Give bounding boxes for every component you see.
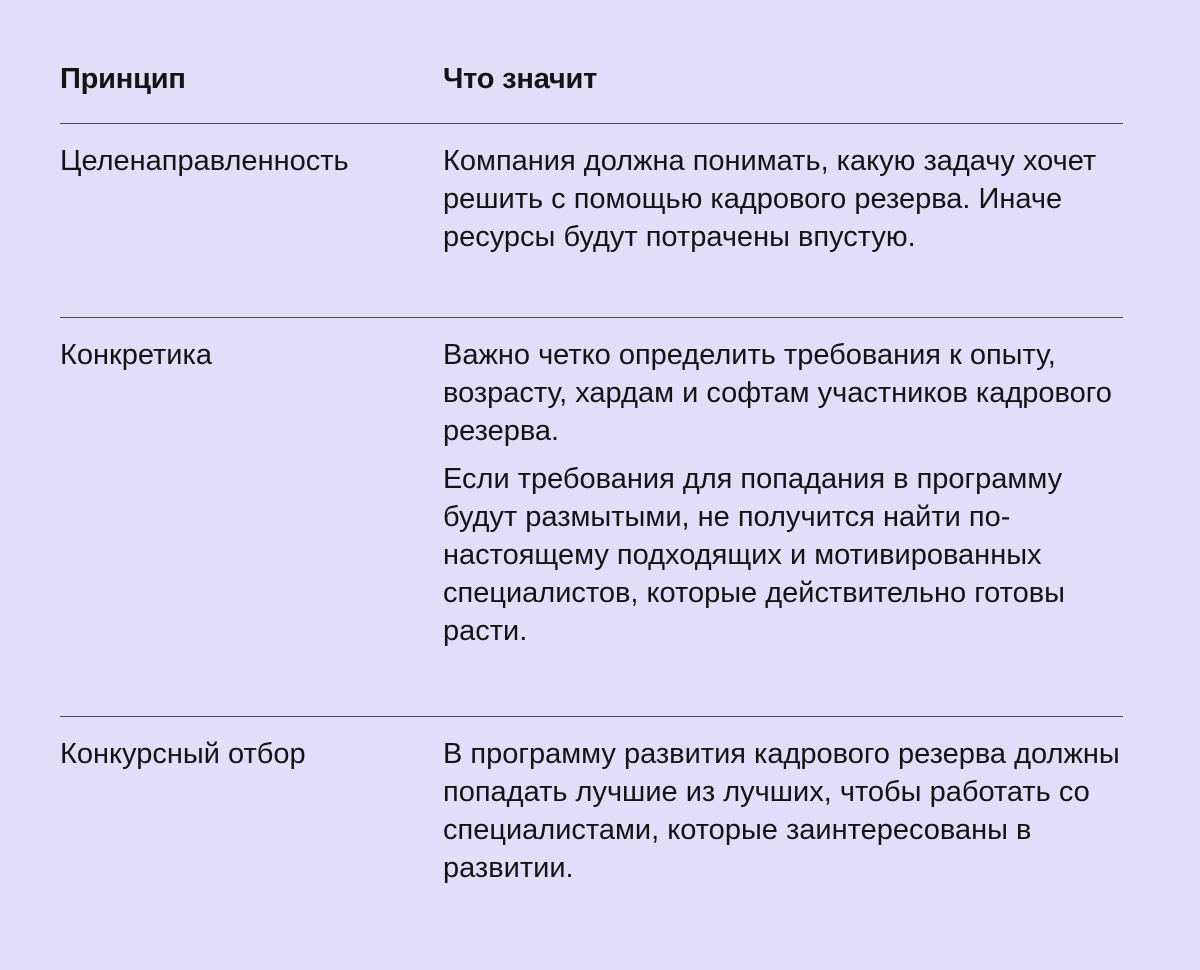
principles-table bbox=[60, 0, 1123, 917]
principle-cell: Конкурсный отбор bbox=[60, 738, 306, 770]
meaning-paragraph: Важно четко определить требования к опыту, возрасту, хардам и софтам участников кадрового резерва. bbox=[443, 339, 1112, 447]
principle-cell: Конкретика bbox=[60, 339, 212, 371]
table-row bbox=[60, 717, 1123, 917]
header-meaning: Что значит bbox=[443, 63, 598, 95]
table-row bbox=[60, 318, 1123, 717]
meaning-cell bbox=[443, 318, 1123, 650]
table-header-row bbox=[60, 0, 1123, 124]
header-principle: Принцип bbox=[60, 63, 186, 95]
meaning-cell bbox=[443, 717, 1123, 887]
meaning-paragraph: Компания должна понимать, какую задачу хочет решить с помощью кадрового резерва. Иначе ресурсы будут потрачены впустую. bbox=[443, 145, 1097, 253]
meaning-paragraph: Если требования для попадания в программу будут размытыми, не получится найти по-настоящему подходящих и мотивированных специалистов, которые действительно готовы расти. bbox=[443, 463, 1065, 647]
meaning-cell bbox=[443, 124, 1123, 256]
meaning-paragraph: В программу развития кадрового резерва должны попадать лучшие из лучших, чтобы работать со специалистами, которые заинтересованы в развитии. bbox=[443, 738, 1120, 884]
principle-cell: Целенаправленность bbox=[60, 145, 349, 177]
table-row bbox=[60, 124, 1123, 318]
